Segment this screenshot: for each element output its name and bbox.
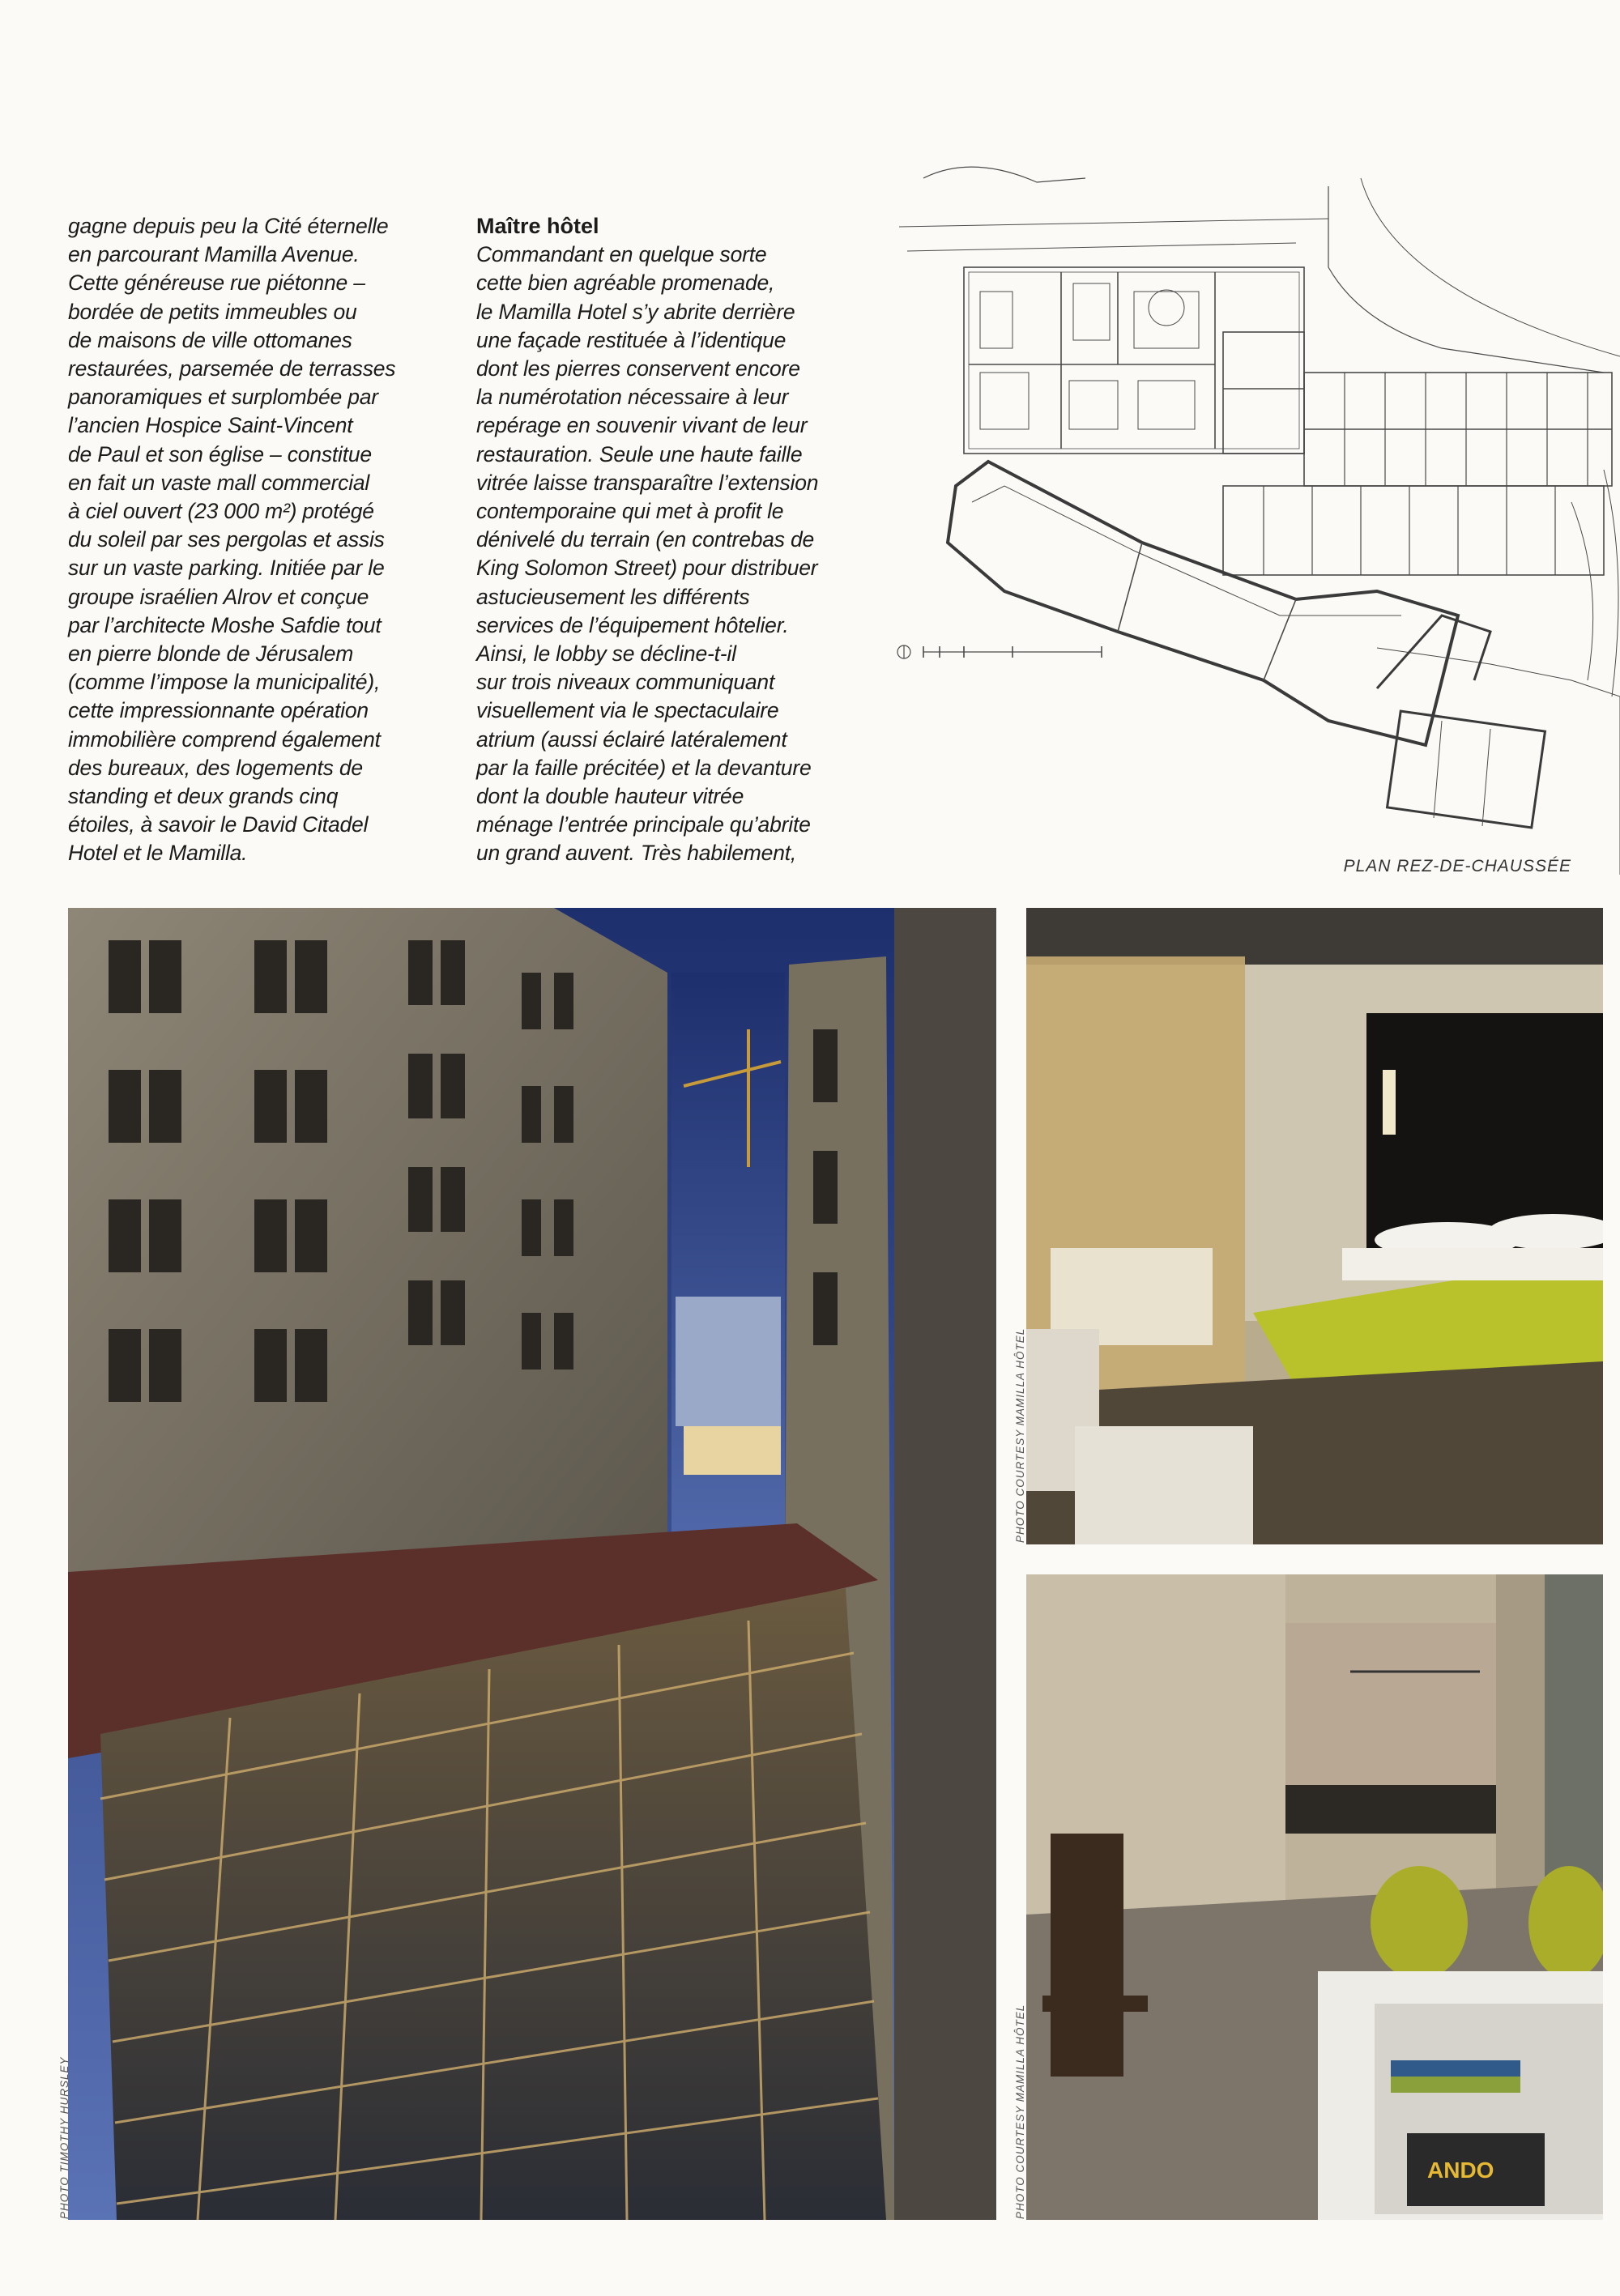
- article-paragraph: gagne depuis peu la Cité éternelle en parcourant Mamilla Avenue. Cette généreuse rue piétonne – bordée de petits immeubles ou de maisons de ville ottomanes restaurées, parsemée de terrasses panoramiques et surplombée par l’ancien Hospice Saint-Vincent de Paul et son église – constitue en fait un vaste mall commercial à ciel ouvert (23 000 m²) protégé du soleil par ses pergolas et assis sur un vaste parking. Initiée par le groupe israélien Alrov et conçue par l’architecte Moshe Safdie tout en pierre blonde de Jérusalem (comme l’impose la municipalité), cette impressionnante opération immobilière comprend également des bureaux, des logements de standing et deux grands cinq étoiles, à savoir le David Citadel Hotel et le Mamilla.: [68, 214, 396, 866]
- ground-floor-plan: [875, 162, 1620, 875]
- hotel-lobby-photo: [1026, 1574, 1603, 2220]
- photo-credit: PHOTO COURTESY MAMILLA HÔTEL: [1014, 1327, 1026, 1543]
- article-column-2: [476, 212, 881, 868]
- article-column-1: [68, 212, 449, 868]
- plan-caption: PLAN REZ-DE-CHAUSSÉE: [1343, 857, 1571, 875]
- photo-credit: PHOTO COURTESY MAMILLA HÔTEL: [1014, 2004, 1026, 2219]
- section-heading: Maître hôtel: [476, 214, 599, 238]
- book-title: ANDO: [1427, 2158, 1494, 2183]
- hotel-bedroom-photo: [1026, 908, 1603, 1544]
- article-paragraph: Commandant en quelque sorte cette bien agréable promenade, le Mamilla Hotel s’y abrite derrière une façade restituée à l’identique dont les pierres conservent encore la numérotation nécessaire à leur repérage en souvenir vivant de leur restauration. Seule une haute faille vitrée laisse transparaître l’extension contemporaine qui met à profit le dénivelé du terrain (en contrebas de King Solomon Street) pour distribuer astucieusement les différents services de l’équipement hôtelier. Ainsi, le lobby se décline-t-il sur trois niveaux communiquant visuellement via le spectaculaire atrium (aussi éclairé latéralement par la faille précitée) et la devanture dont la double hauteur vitrée ménage l’entrée principale qu’abrite un grand auvent. Très habilement,: [476, 242, 819, 866]
- atrium-night-photo: [68, 908, 996, 2220]
- photo-credit: PHOTO TIMOTHY HURSLEY: [58, 2056, 70, 2219]
